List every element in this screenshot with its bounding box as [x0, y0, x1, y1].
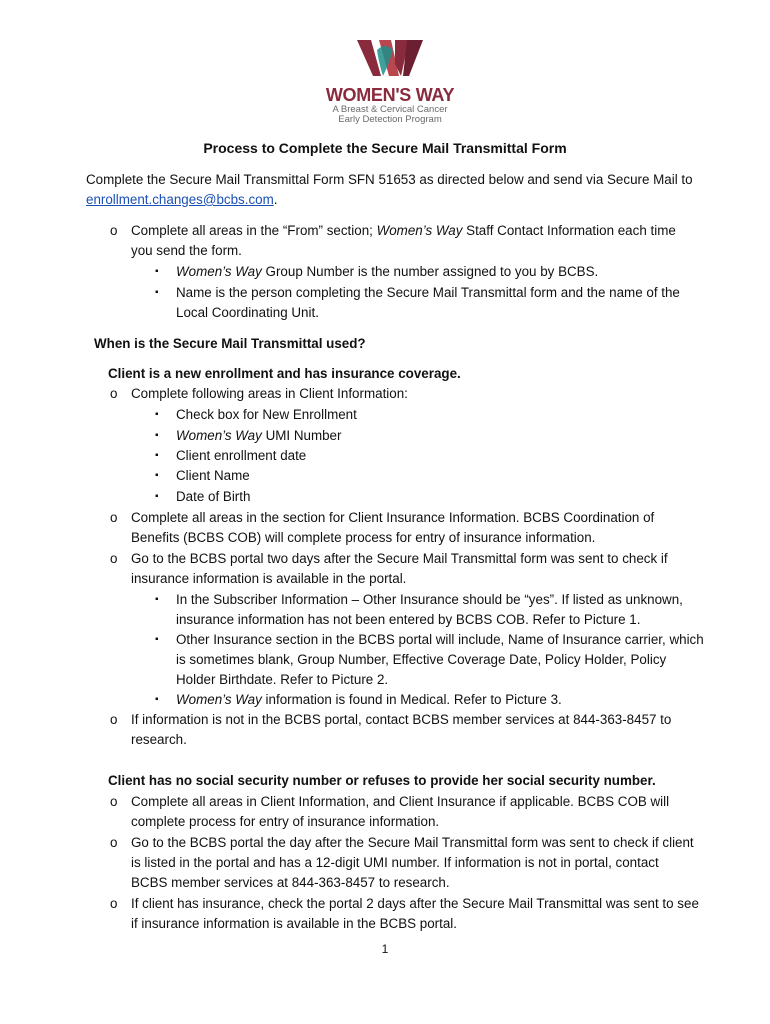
- circle-bullet-icon: o: [110, 386, 118, 401]
- case2-item3-line2: if insurance information is available in the BCBS portal.: [131, 916, 458, 931]
- square-bullet-icon: ▪: [155, 634, 159, 645]
- case1-sub-item-0: Check box for New Enrollment: [176, 407, 357, 422]
- intro-email-period: .: [273, 192, 278, 207]
- square-bullet-icon: ▪: [155, 694, 159, 705]
- circle-bullet-icon: o: [110, 896, 118, 911]
- case1-sub3c: [176, 690, 562, 710]
- case2-item2-line3: BCBS member services at 844-363-8457 to research.: [131, 875, 450, 890]
- case1-sub3c-text: information is found in Medical. Refer to Picture 3.: [261, 692, 562, 707]
- from-item-line1: [131, 221, 676, 241]
- case1-sub-item-1: [176, 426, 341, 446]
- square-bullet-icon: ▪: [155, 287, 159, 298]
- case1-item4-line2: research.: [131, 732, 187, 747]
- circle-bullet-icon: o: [110, 223, 118, 238]
- case1-item2-line1: Complete all areas in the section for Client Insurance Information. BCBS Coordination of: [131, 510, 655, 525]
- case2-item1-line2: complete process for entry of insurance information.: [131, 814, 440, 829]
- case1-item1: Complete following areas in Client Information:: [131, 386, 408, 401]
- when-heading: When is the Secure Mail Transmittal used?: [94, 336, 366, 351]
- page-number: 1: [381, 942, 389, 956]
- intro-email-line: [86, 190, 278, 210]
- case1-sub3b-line3: Holder Birthdate. Refer to Picture 2.: [176, 672, 389, 687]
- case1-item3-line1: Go to the BCBS portal two days after the Secure Mail Transmittal form was sent to check if: [131, 551, 668, 566]
- case1-sub-item-2: Client enrollment date: [176, 448, 307, 463]
- case1-sub3b-line2: is sometimes blank, Group Number, Effective Coverage Date, Policy Holder, Policy: [176, 652, 667, 667]
- from-item-text: Complete all areas in the “From” section;: [131, 223, 377, 238]
- logo-subtitle-line1: A Breast & Cervical Cancer: [332, 104, 448, 115]
- case2-item1-line1: Complete all areas in Client Information, and Client Insurance if applicable. BCBS COB will: [131, 794, 670, 809]
- case1-item3-line2: insurance information is available in the portal.: [131, 571, 407, 586]
- circle-bullet-icon: o: [110, 551, 118, 566]
- womens-way-logo-mark-icon: [355, 36, 425, 84]
- case2-item3-line1: If client has insurance, check the portal 2 days after the Secure Mail Transmittal was sent to see: [131, 896, 699, 911]
- umi-number-text: UMI Number: [265, 428, 342, 443]
- case2-item2-line1: Go to the BCBS portal the day after the Secure Mail Transmittal form was sent to check if client: [131, 835, 694, 850]
- case2-item2-line2: is listed in the portal and has a 12-digit UMI number. If information is not in portal, contact: [131, 855, 659, 870]
- from-sub1: [176, 262, 598, 282]
- circle-bullet-icon: o: [110, 712, 118, 727]
- enrollment-email-link[interactable]: enrollment.changes@bcbs.com: [86, 192, 274, 207]
- case1-item2-line2: Benefits (BCBS COB) will complete process for entry of insurance information.: [131, 530, 596, 545]
- womens-way-italic: Women’s Way: [176, 264, 262, 279]
- from-sub2-line1: Name is the person completing the Secure Mail Transmittal form and the name of the: [176, 285, 680, 300]
- logo-subtitle-line2: Early Detection Program: [338, 114, 442, 125]
- womens-way-italic: Women’s Way: [176, 428, 262, 443]
- case1-sub-item-3: Client Name: [176, 468, 250, 483]
- logo-title: WOMEN'S WAY: [325, 85, 455, 105]
- square-bullet-icon: ▪: [155, 470, 159, 481]
- case2-heading: Client has no social security number or refuses to provide her social security number.: [108, 773, 656, 788]
- womens-way-italic: Women’s Way: [376, 223, 463, 238]
- womens-way-logo: [325, 36, 455, 126]
- case1-sub3a-line2: insurance information has not been entered by BCBS COB. Refer to Picture 1.: [176, 612, 641, 627]
- case1-sub-item-4: Date of Birth: [176, 489, 251, 504]
- case1-sub3a-line1: In the Subscriber Information – Other Insurance should be “yes”. If listed as unknown,: [176, 592, 683, 607]
- square-bullet-icon: ▪: [155, 450, 159, 461]
- intro-text: Complete the Secure Mail Transmittal Form SFN 51653 as directed below and send via Secure Mail to: [86, 172, 693, 187]
- page-title: Process to Complete the Secure Mail Transmittal Form: [203, 140, 567, 156]
- from-sub1-text: Group Number is the number assigned to you by BCBS.: [261, 264, 599, 279]
- circle-bullet-icon: o: [110, 510, 118, 525]
- womens-way-italic: Women’s Way: [176, 692, 262, 707]
- circle-bullet-icon: o: [110, 835, 118, 850]
- case1-sub3b-line1: Other Insurance section in the BCBS portal will include, Name of Insurance carrier, which: [176, 632, 704, 647]
- case1-item4-line1: If information is not in the BCBS portal, contact BCBS member services at 844-363-8457 to: [131, 712, 672, 727]
- case1-heading: Client is a new enrollment and has insurance coverage.: [108, 366, 461, 381]
- square-bullet-icon: ▪: [155, 594, 159, 605]
- square-bullet-icon: ▪: [155, 491, 159, 502]
- from-sub2-line2: Local Coordinating Unit.: [176, 305, 319, 320]
- square-bullet-icon: ▪: [155, 430, 159, 441]
- circle-bullet-icon: o: [110, 794, 118, 809]
- from-item-text-post: Staff Contact Information each time: [462, 223, 676, 238]
- square-bullet-icon: ▪: [155, 266, 159, 277]
- from-item-line2: you send the form.: [131, 243, 242, 258]
- square-bullet-icon: ▪: [155, 409, 159, 420]
